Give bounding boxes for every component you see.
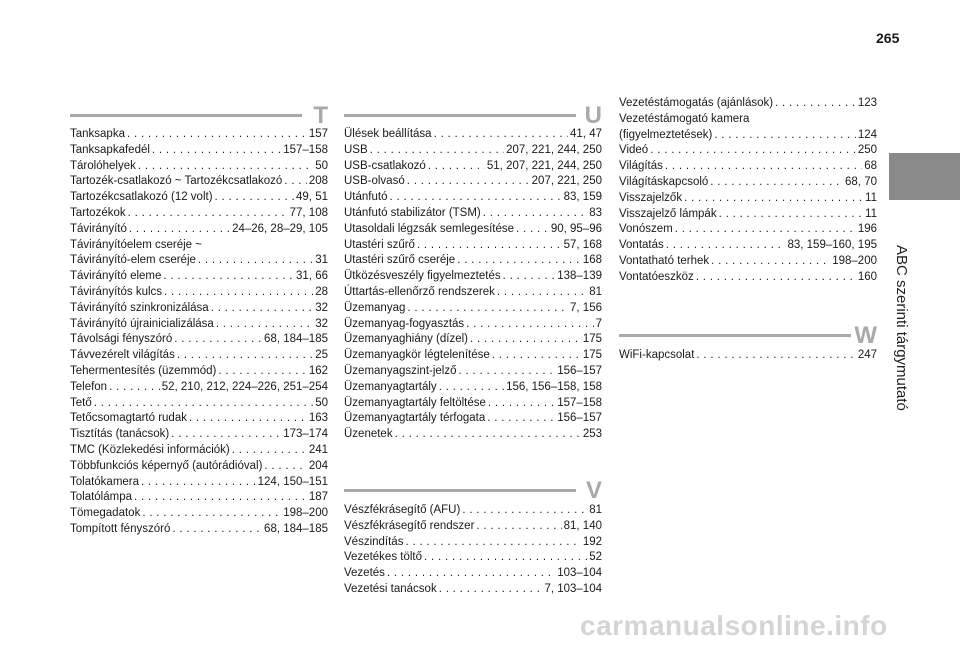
dot-leader — [174, 332, 262, 348]
index-entry — [70, 475, 328, 491]
dot-leader — [428, 159, 485, 175]
index-entry-term: Vontatóeszköz — [619, 270, 694, 283]
dot-leader — [497, 285, 587, 301]
index-entry-term: Úttartás-ellenőrző rendszerek — [344, 285, 495, 298]
index-entry-term: Üzemanyag — [344, 301, 406, 314]
index-entry — [70, 143, 328, 159]
index-entry — [70, 269, 328, 285]
dot-leader — [775, 96, 856, 112]
dot-leader — [189, 411, 307, 427]
index-entry — [344, 317, 602, 333]
index-entry — [619, 128, 877, 144]
index-entry-pages: 163 — [308, 412, 328, 425]
index-entry-pages: 50 — [315, 396, 328, 409]
section-letter: V — [585, 477, 602, 504]
dot-leader — [109, 380, 160, 396]
index-entry-term: Visszajelző lámpák — [619, 207, 717, 220]
dot-leader — [164, 285, 313, 301]
index-entry — [344, 174, 602, 190]
index-entry-term: Vezetés — [344, 567, 385, 580]
index-entry-pages: 32 — [315, 317, 328, 330]
index-entry-term: Ülések beállítása — [344, 128, 432, 140]
index-entry-pages: 198–200 — [832, 254, 877, 267]
index-entry — [70, 332, 328, 348]
section-letter: U — [584, 102, 602, 129]
dot-leader — [710, 175, 843, 191]
index-entry-pages: 103–104 — [557, 567, 602, 580]
index-entry-term: Tanksapkafedél — [70, 143, 150, 156]
index-entry-pages: 7, 156 — [570, 301, 602, 314]
dot-leader — [476, 519, 561, 535]
dot-leader — [395, 427, 581, 443]
watermark: carmanualsonline.info — [580, 610, 888, 641]
index-entry-pages: 68 — [864, 160, 877, 173]
dot-leader — [483, 206, 587, 222]
index-entry — [344, 253, 602, 269]
index-entry-pages: 83, 159 — [563, 191, 602, 204]
index-entry — [344, 190, 602, 206]
index-entry-pages: 175 — [582, 333, 602, 346]
index-entry-pages: 68, 184–185 — [264, 333, 328, 346]
section-letter: T — [313, 102, 328, 129]
index-entry-pages: 208 — [308, 175, 328, 188]
index-column-v-continued — [619, 96, 877, 286]
index-entry-continuation: Vezetéstámogató kamera — [619, 112, 750, 125]
index-entry-term: Üzemanyagkör légtelenítése — [344, 349, 490, 362]
index-entry-pages: 250 — [857, 144, 877, 157]
index-entry — [344, 206, 602, 222]
index-entry — [70, 443, 328, 459]
index-entry-pages: 207, 221, 250 — [531, 175, 602, 188]
index-entry-term: Üzemanyagszint-jelző — [344, 364, 457, 377]
index-entry — [344, 348, 602, 364]
dot-leader — [94, 396, 313, 412]
index-entry-pages: 83, 159–160, 195 — [787, 239, 877, 252]
dot-leader — [439, 582, 543, 598]
dot-leader — [138, 159, 313, 175]
index-entry-term: Vészindítás — [344, 535, 404, 548]
index-entry-pages: 253 — [582, 428, 602, 441]
index-entry-pages: 25 — [315, 349, 328, 362]
index-entry — [619, 238, 877, 254]
index-entry-pages: 49, 51 — [296, 191, 328, 204]
index-entry-pages: 157–158 — [557, 396, 602, 409]
page-number: 265 — [876, 30, 900, 46]
header-rule — [619, 334, 851, 337]
index-entry — [344, 411, 602, 427]
index-entry — [70, 190, 328, 206]
dot-leader — [141, 475, 256, 491]
index-entry — [70, 490, 328, 506]
index-entry-term: Tartozék-csatlakozó ~ Tartozékcsatlakozó — [70, 175, 283, 188]
index-entry-pages: 156–157 — [557, 364, 602, 377]
index-entry-term: Távvezérelt világítás — [70, 349, 175, 362]
dot-leader — [405, 535, 580, 551]
index-entry-term: USB-csatlakozó — [344, 159, 426, 172]
index-entry-term: Utastéri szűrő — [344, 238, 415, 251]
index-entry-pages: 124, 150–151 — [257, 475, 328, 488]
index-entry-term: Távirányító újrainicializálása — [70, 317, 214, 330]
index-entry-pages: 196 — [857, 223, 877, 236]
index-entry-pages: 11 — [865, 191, 877, 204]
index-entry-term: Tolatókamera — [70, 475, 140, 488]
dot-leader — [163, 269, 294, 285]
index-entry — [619, 175, 877, 191]
index-entry — [619, 207, 877, 223]
index-entry-term: Telefon — [70, 380, 108, 393]
index-entry-term: Távolsági fényszóró — [70, 333, 173, 346]
index-entry-term: Tetőcsomagtartó rudak — [70, 412, 187, 425]
dot-leader — [407, 301, 568, 317]
index-entry — [70, 364, 328, 380]
dot-leader — [711, 254, 830, 270]
index-entry-continuation: Távirányítóelem cseréje ~ — [70, 238, 202, 251]
header-rule — [344, 114, 576, 117]
index-entry-term: Vezetékes töltő — [344, 551, 422, 564]
index-entry-term: Tartozékok — [70, 206, 126, 219]
index-entry — [344, 332, 602, 348]
index-entry-pages: 123 — [857, 97, 877, 109]
index-entry — [344, 396, 602, 412]
dot-leader — [407, 174, 530, 190]
dot-leader — [459, 364, 556, 380]
index-entry-pages: 247 — [857, 349, 877, 361]
index-entry-pages: 160 — [857, 270, 877, 283]
index-entry-pages: 173–174 — [283, 428, 328, 441]
dot-leader — [434, 127, 568, 143]
index-entry-pages: 50 — [315, 159, 328, 172]
index-entry-term: Távirányító-elem cseréje — [70, 254, 196, 267]
index-entry-pages: 52 — [589, 551, 602, 564]
index-entry — [70, 459, 328, 475]
index-entry — [344, 503, 602, 519]
index-entry-pages: 31 — [315, 254, 328, 267]
index-entry-pages: 207, 221, 244, 250 — [506, 143, 602, 156]
dot-leader — [666, 238, 786, 254]
dot-leader — [492, 348, 581, 364]
index-entry — [70, 206, 328, 222]
index-entry-pages: 32 — [315, 301, 328, 314]
dot-leader — [232, 443, 307, 459]
dot-leader — [177, 348, 313, 364]
index-entry-term: Utasoldali légzsák semlegesítése — [344, 222, 515, 235]
index-entry-term: Ütközésveszély figyelmeztetés — [344, 270, 501, 283]
index-entry-pages: 57, 168 — [563, 238, 602, 251]
index-entry-term: Vonószem — [619, 223, 673, 236]
index-entry-pages: 81 — [589, 504, 602, 516]
dot-leader — [370, 143, 504, 159]
index-entry-term: Üzemanyag-fogyasztás — [344, 317, 465, 330]
side-section-label: ABC szerinti tárgymutató — [893, 245, 910, 411]
dot-leader — [665, 159, 862, 175]
dot-leader — [714, 128, 856, 144]
index-entry-pages: 83 — [589, 206, 602, 219]
index-entry-term: (figyelmeztetések) — [619, 128, 713, 141]
index-entry — [344, 427, 602, 443]
index-entry-pages: 81 — [589, 285, 602, 298]
index-entry-pages: 157–158 — [283, 143, 328, 156]
dot-leader — [719, 207, 863, 223]
index-entry-term: Vészfékrásegítő (AFU) — [344, 504, 461, 516]
header-rule — [344, 489, 576, 492]
index-entry-term: Utánfutó stabilizátor (TSM) — [344, 206, 481, 219]
index-entry-term: Üzemanyaghiány (dízel) — [344, 333, 469, 346]
index-entry — [344, 269, 602, 285]
dot-leader — [684, 191, 863, 207]
index-entry — [619, 96, 877, 112]
index-entry-pages: 198–200 — [283, 507, 328, 520]
index-entry-term: Tárolóhelyek — [70, 159, 136, 172]
index-entry-term: Világításkapcsoló — [619, 175, 709, 188]
dot-leader — [488, 396, 555, 412]
index-entry — [70, 127, 328, 143]
index-entry-term: Utastéri szűrő cseréje — [344, 254, 456, 267]
index-entry — [70, 317, 328, 333]
index-entry-term: Világítás — [619, 160, 663, 173]
index-entry — [344, 364, 602, 380]
index-entry-term: Vezetéstámogatás (ajánlások) — [619, 97, 774, 109]
index-entry — [70, 301, 328, 317]
index-entry — [619, 254, 877, 270]
index-entry-term: Visszajelzők — [619, 191, 683, 204]
index-entry-pages: 52, 210, 212, 224–226, 251–254 — [161, 380, 328, 393]
dot-leader — [675, 222, 856, 238]
dot-leader — [128, 206, 288, 222]
index-entry-term: Tolatólámpa — [70, 491, 133, 504]
index-entry-term: TMC (Közlekedési információk) — [70, 443, 230, 456]
index-entry — [70, 522, 328, 538]
index-entry-term: Tartozékcsatlakozó (12 volt) — [70, 191, 213, 204]
index-entry-term: Tehermentesítés (üzemmód) — [70, 364, 217, 377]
index-entry-term: Vontatható terhek — [619, 254, 710, 267]
index-entry-term: Tompított fényszóró — [70, 522, 171, 535]
dot-leader — [215, 190, 294, 206]
index-column-u — [344, 127, 602, 443]
dot-leader — [198, 253, 313, 269]
index-entry — [619, 222, 877, 238]
header-rule — [70, 114, 302, 117]
index-entry — [344, 582, 602, 598]
index-column-t — [70, 127, 328, 538]
dot-leader — [439, 380, 504, 396]
index-entry — [619, 143, 877, 159]
index-entry — [70, 380, 328, 396]
index-entry — [344, 550, 602, 566]
index-entry — [70, 222, 328, 238]
index-entry — [70, 396, 328, 412]
index-entry-term: Utánfutó — [344, 191, 388, 204]
index-entry-pages: 204 — [308, 459, 328, 472]
index-entry-term: USB — [344, 143, 368, 156]
index-entry — [70, 427, 328, 443]
index-entry-term: USB-olvasó — [344, 175, 405, 188]
dot-leader — [387, 566, 555, 582]
index-entry — [70, 285, 328, 301]
dot-leader — [127, 127, 307, 143]
index-entry-pages: 41, 47 — [570, 128, 602, 140]
index-column-w — [619, 348, 877, 364]
index-entry — [70, 411, 328, 427]
index-entry-pages: 124 — [857, 128, 877, 141]
index-entry-term: Vészfékrásegítő rendszer — [344, 519, 475, 532]
section-letter: W — [854, 322, 877, 349]
dot-leader — [142, 506, 281, 522]
index-entry-term: Tanksapka — [70, 128, 125, 140]
index-entry-pages: 168 — [582, 254, 602, 267]
dot-leader — [462, 503, 587, 519]
index-entry — [344, 159, 602, 175]
index-entry-pages: 162 — [308, 364, 328, 377]
index-entry-pages: 156, 156–158, 158 — [506, 380, 602, 393]
index-entry — [344, 127, 602, 143]
dot-leader — [129, 222, 230, 238]
dot-leader — [171, 427, 281, 443]
dot-leader — [284, 174, 306, 190]
index-entry-term: Távirányító — [70, 222, 127, 235]
index-entry-pages: 68, 184–185 — [264, 522, 328, 535]
index-entry — [70, 506, 328, 522]
index-entry-term: Üzemanyagtartály feltöltése — [344, 396, 486, 409]
index-entry-pages: 7 — [595, 317, 602, 330]
index-entry-term: Tisztítás (tanácsok) — [70, 428, 170, 441]
index-entry — [344, 285, 602, 301]
dot-leader — [457, 253, 581, 269]
dot-leader — [696, 270, 856, 286]
dot-leader — [218, 364, 306, 380]
index-column-v — [344, 503, 602, 598]
dot-leader — [466, 317, 593, 333]
index-entry-pages: 156–157 — [557, 412, 602, 425]
index-entry-term: Tömegadatok — [70, 507, 141, 520]
index-entry-pages: 81, 140 — [563, 519, 602, 532]
index-entry — [619, 270, 877, 286]
dot-leader — [424, 550, 587, 566]
index-entry-pages: 68, 70 — [845, 175, 877, 188]
index-entry-term: Távirányító szinkronizálása — [70, 301, 209, 314]
index-entry-term: Távirányítós kulcs — [70, 285, 163, 298]
index-entry — [344, 238, 602, 254]
dot-leader — [487, 411, 555, 427]
index-entry — [344, 143, 602, 159]
dot-leader — [417, 238, 562, 254]
dot-leader — [134, 490, 307, 506]
dot-leader — [650, 143, 856, 159]
index-entry-pages: 24–26, 28–29, 105 — [232, 222, 328, 235]
index-entry-term: Vontatás — [619, 239, 664, 252]
index-entry-pages: 90, 95–96 — [550, 222, 602, 235]
index-entry-term: Videó — [619, 144, 649, 157]
index-entry-pages: 187 — [308, 491, 328, 504]
index-entry-pages: 51, 207, 221, 244, 250 — [486, 159, 602, 172]
index-entry-term: Távirányító eleme — [70, 270, 162, 283]
index-entry — [344, 519, 602, 535]
dot-leader — [211, 301, 314, 317]
index-entry — [344, 535, 602, 551]
index-entry-term: Üzenetek — [344, 428, 393, 441]
index-entry-pages: 31, 66 — [296, 270, 328, 283]
dot-leader — [172, 522, 262, 538]
index-entry — [344, 301, 602, 317]
index-entry-pages: 7, 103–104 — [544, 582, 602, 595]
side-tab-marker — [889, 153, 960, 200]
index-entry — [70, 253, 328, 269]
dot-leader — [389, 190, 561, 206]
index-entry-pages: 28 — [315, 285, 328, 298]
index-entry-term: Üzemanyagtartály — [344, 380, 437, 393]
index-entry — [344, 222, 602, 238]
index-entry-pages: 175 — [582, 349, 602, 362]
index-entry-term: Tető — [70, 396, 92, 409]
dot-leader — [152, 143, 281, 159]
dot-leader — [264, 459, 306, 475]
index-entry — [70, 348, 328, 364]
index-entry-pages: 138–139 — [557, 270, 602, 283]
index-entry-term: Vezetési tanácsok — [344, 582, 437, 595]
dot-leader — [216, 317, 313, 333]
index-entry — [70, 159, 328, 175]
dot-leader — [516, 222, 549, 238]
index-entry-pages: 77, 108 — [289, 206, 328, 219]
index-entry-pages: 241 — [308, 443, 328, 456]
index-entry-term: Többfunkciós képernyő (autórádióval) — [70, 459, 263, 472]
dot-leader — [503, 269, 556, 285]
dot-leader — [696, 348, 855, 364]
index-entry — [619, 348, 877, 364]
index-entry — [70, 174, 328, 190]
index-entry-term: Üzemanyagtartály térfogata — [344, 412, 486, 425]
index-entry-pages: 192 — [582, 535, 602, 548]
index-entry — [619, 191, 877, 207]
index-entry — [619, 159, 877, 175]
index-entry-pages: 11 — [865, 207, 877, 220]
dot-leader — [470, 332, 581, 348]
index-entry — [344, 566, 602, 582]
index-entry — [344, 380, 602, 396]
index-entry-term: WiFi-kapcsolat — [619, 349, 695, 361]
index-entry-pages: 157 — [308, 128, 328, 140]
